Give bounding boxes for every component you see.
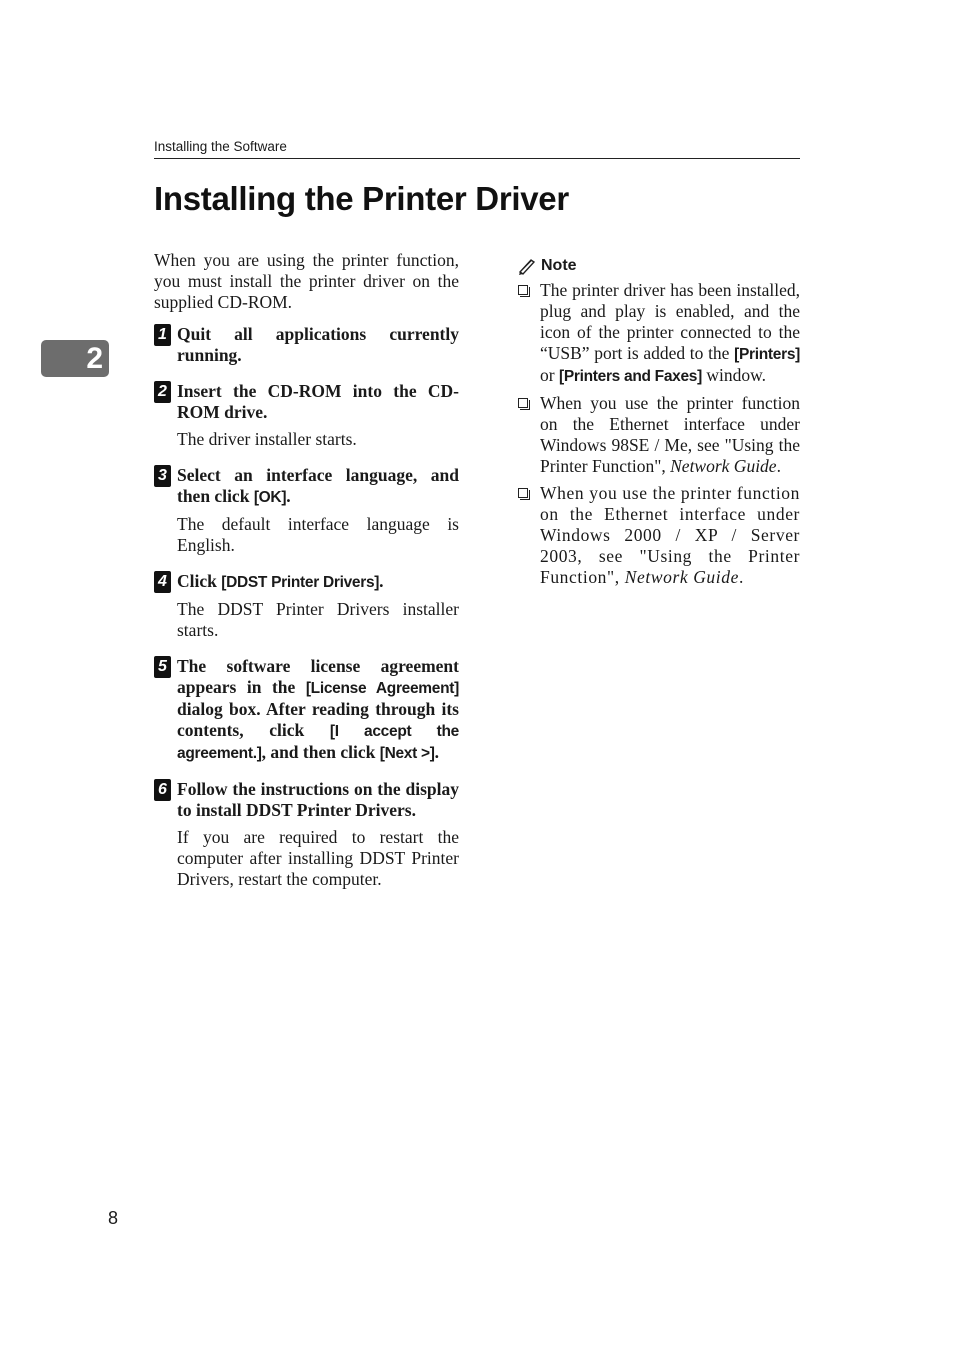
left-column	[154, 250, 459, 905]
step-title-text: Click	[177, 571, 222, 591]
ui-reference-printers: [Printers]	[734, 346, 800, 363]
pencil-icon	[517, 257, 537, 275]
ui-reference-license-agreement: [License Agreement]	[305, 680, 460, 697]
step-2	[154, 381, 459, 450]
step-3	[154, 465, 459, 556]
step-title: Follow the instructions on the display to install DDST Printer Drivers.	[177, 779, 459, 820]
step-4	[154, 571, 459, 641]
note-text-part: window.	[701, 365, 766, 385]
checkbox-bullet-icon	[518, 285, 528, 295]
note-text	[540, 483, 800, 588]
step-6	[154, 779, 459, 890]
note-text-part: .	[776, 456, 781, 476]
step-title-text: The software license agreement appears in the	[177, 656, 459, 697]
note-text-part: When you use the printer function on the Ethernet interface under Windows 98SE / Me, see "Using the Printer Function",	[540, 393, 800, 476]
step-number-badge: 5	[154, 656, 171, 678]
checkbox-bullet-icon	[518, 398, 528, 408]
intro-paragraph: When you are using the printer function, you must install the printer driver on the supplied CD-ROM.	[154, 250, 459, 312]
step-description: If you are required to restart the computer after installing DDST Printer Drivers, restart the computer.	[177, 827, 459, 889]
step-title-text: Select an interface language, and then click	[177, 465, 459, 506]
note-item	[517, 280, 800, 387]
checkbox-bullet-icon	[518, 488, 528, 498]
step-title-text: .	[434, 742, 439, 762]
manual-title: Network Guide	[624, 567, 739, 587]
running-header: Installing the Software	[154, 139, 800, 159]
note-item	[517, 393, 800, 477]
step-number-badge: 6	[154, 779, 171, 801]
step-number-badge: 1	[154, 324, 171, 346]
step-number-badge: 3	[154, 465, 171, 487]
note-text	[540, 280, 800, 387]
step-description: The DDST Printer Drivers installer starts.	[177, 599, 459, 640]
step-title: Quit all applications currently running.	[177, 324, 459, 365]
step-title-text: .	[379, 571, 384, 591]
ui-reference-ok: [OK]	[253, 489, 287, 506]
ui-reference-i-accept: [I accept the agreement.]	[177, 723, 459, 762]
step-5	[154, 656, 459, 764]
page-number: 8	[108, 1208, 119, 1228]
ui-reference-next: [Next >]	[379, 745, 435, 762]
step-number-badge: 4	[154, 571, 171, 593]
note-label: Note	[541, 257, 577, 274]
note-item	[517, 483, 800, 588]
step-title-text: .	[286, 486, 291, 506]
note-text-part: or	[540, 365, 559, 385]
page-title: Installing the Printer Driver	[154, 180, 569, 217]
ui-reference-printers-and-faxes: [Printers and Faxes]	[558, 368, 702, 385]
step-description: The default interface language is English.	[177, 514, 459, 555]
ui-reference-ddst-printer-drivers: [DDST Printer Drivers]	[221, 574, 380, 591]
step-title: Insert the CD-ROM into the CD-ROM drive.	[177, 381, 459, 422]
note-text-part: .	[738, 567, 744, 587]
step-1	[154, 324, 459, 366]
step-title-text: , and then click	[261, 742, 380, 762]
note-text-part: When you use the printer function on the Ethernet interface under Windows 2000 / XP / Server 2003, see "Using the Printer Function",	[540, 483, 800, 587]
note-heading	[517, 257, 800, 275]
step-description: The driver installer starts.	[177, 429, 357, 449]
step-title	[177, 571, 459, 593]
chapter-tab: 2	[41, 340, 109, 377]
note-text-part: The printer driver has been installed, plug and play is enabled, and the icon of the printer connected to the “USB” port is added to the	[540, 280, 800, 363]
step-title	[177, 656, 459, 764]
manual-title: Network Guide	[670, 456, 777, 476]
step-title-text: dialog box. After reading through its contents, click	[177, 699, 459, 740]
step-title	[177, 465, 459, 508]
note-text	[540, 393, 800, 477]
step-number-badge: 2	[154, 381, 171, 403]
note-section	[517, 257, 800, 594]
